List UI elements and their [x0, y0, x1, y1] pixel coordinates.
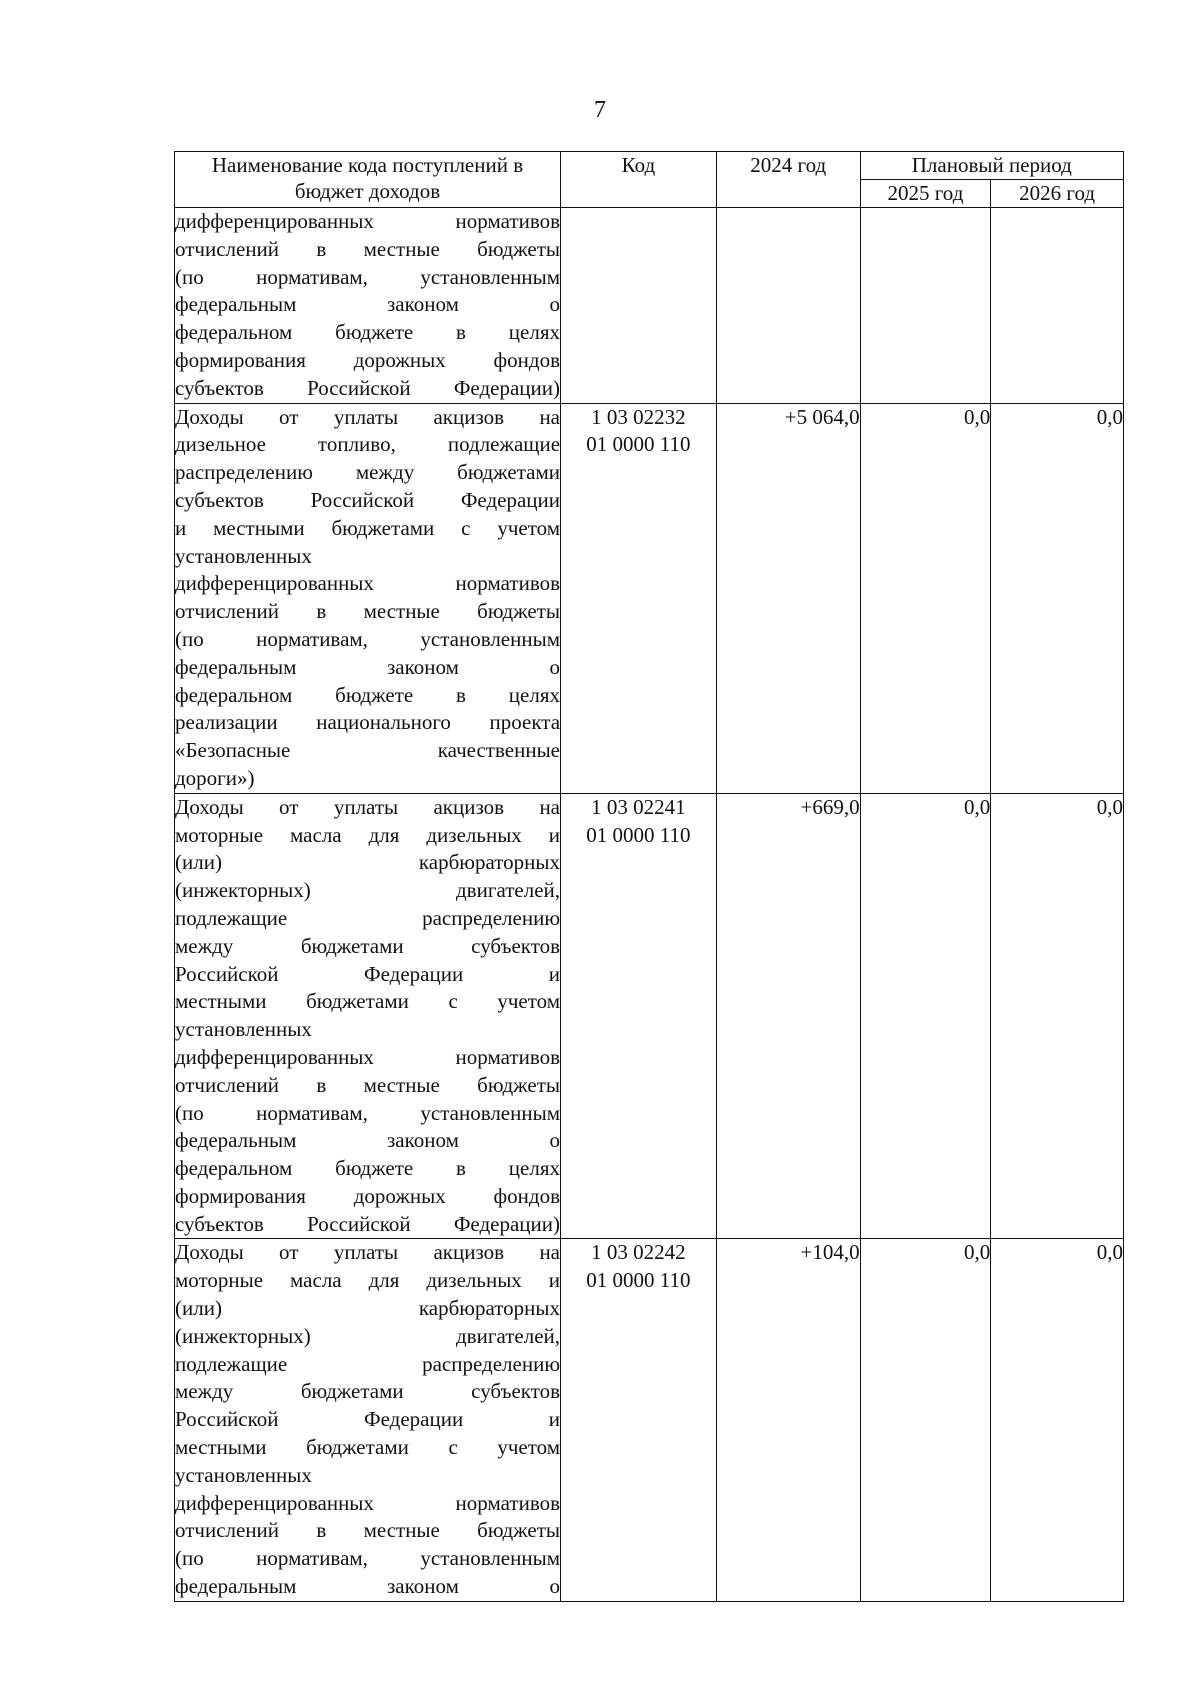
- income-name-line: субъектов Российской Федерации: [175, 487, 561, 512]
- table-body: [175, 208, 1124, 1602]
- income-name-line: федеральном бюджете в целях: [175, 682, 561, 707]
- value-2025-cell: 0,0: [860, 1239, 991, 1601]
- income-name-line: Российской Федерации и: [175, 961, 561, 986]
- income-name-line: отчислений в местные бюджеты: [175, 1518, 561, 1543]
- header-2025: 2025 год: [860, 180, 991, 208]
- table-row: [175, 793, 1124, 1239]
- income-name-line: формирования дорожных фондов: [175, 1183, 561, 1208]
- income-code-line: 1 03 02232: [591, 404, 686, 429]
- value-2024-cell: +5 064,0: [716, 403, 860, 793]
- value-2026-cell: 0,0: [991, 1239, 1124, 1601]
- income-name-line: (или) карбюраторных: [175, 850, 561, 875]
- value-2025-cell: 0,0: [860, 403, 991, 793]
- income-name-line: отчислений в местные бюджеты: [175, 599, 561, 624]
- income-name-line: установленных: [175, 1462, 312, 1487]
- header-name: Наименование кода поступлений в бюджет доходов: [175, 152, 561, 208]
- income-name-line: отчислений в местные бюджеты: [175, 236, 561, 261]
- page-number: 7: [594, 97, 606, 123]
- income-name-line: федеральным законом о: [175, 1574, 561, 1599]
- value-2024-cell: +669,0: [716, 793, 860, 1239]
- income-name-line: субъектов Российской Федерации): [175, 1211, 561, 1236]
- income-name-line: распределению между бюджетами: [175, 460, 561, 485]
- income-name-line: федеральным законом о: [175, 292, 561, 317]
- income-code-line: 1 03 02241: [591, 794, 686, 819]
- income-code-cell: [561, 793, 717, 1239]
- income-name-line: местными бюджетами с учетом: [175, 1435, 561, 1460]
- value-2025-cell: 0,0: [860, 793, 991, 1239]
- income-name-line: между бюджетами субъектов: [175, 933, 561, 958]
- income-name-cell: [175, 793, 561, 1239]
- income-code-line: 01 0000 110: [586, 1268, 691, 1293]
- income-name-line: федеральным законом о: [175, 654, 561, 679]
- income-name-line: (по нормативам, установленным: [175, 264, 561, 289]
- income-name-line: дифференцированных нормативов: [175, 1490, 561, 1515]
- header-planned-period: Плановый период: [860, 152, 1123, 180]
- income-name-line: между бюджетами субъектов: [175, 1379, 561, 1404]
- table-row: [175, 208, 1124, 404]
- header-2024: 2024 год: [716, 152, 860, 208]
- income-name-line: и местными бюджетами с учетом: [175, 515, 561, 540]
- income-name-line: моторные масла для дизельных и: [175, 822, 561, 847]
- income-name-line: федеральном бюджете в целях: [175, 320, 561, 345]
- income-code-line: 1 03 02242: [591, 1240, 686, 1265]
- header-code: Код: [561, 152, 717, 208]
- income-name-line: формирования дорожных фондов: [175, 347, 561, 372]
- income-name-line: моторные масла для дизельных и: [175, 1268, 561, 1293]
- value-2025-cell: [860, 208, 991, 404]
- value-2026-cell: [991, 208, 1124, 404]
- income-code-line: 01 0000 110: [586, 432, 691, 457]
- income-name-line: реализации национального проекта: [175, 710, 561, 735]
- income-code-cell: [561, 1239, 717, 1601]
- value-2024-cell: [716, 208, 860, 404]
- budget-income-table: [174, 151, 1124, 1602]
- income-code-cell: [561, 208, 717, 404]
- income-name-line: (по нормативам, установленным: [175, 1546, 561, 1571]
- income-name-line: установленных: [175, 543, 312, 568]
- income-name-line: подлежащие распределению: [175, 1351, 561, 1376]
- income-name-line: Российской Федерации и: [175, 1407, 561, 1432]
- income-name-cell: [175, 1239, 561, 1601]
- income-name-cell: [175, 403, 561, 793]
- income-name-line: федеральном бюджете в целях: [175, 1156, 561, 1181]
- income-name-line: (по нормативам, установленным: [175, 626, 561, 651]
- value-2026-cell: 0,0: [991, 793, 1124, 1239]
- income-name-line: федеральным законом о: [175, 1128, 561, 1153]
- income-name-line: дифференцированных нормативов: [175, 1044, 561, 1069]
- income-name-line: «Безопасные качественные: [175, 738, 561, 763]
- income-name-cell: [175, 208, 561, 404]
- income-name-line: (инжекторных) двигателей,: [175, 878, 561, 903]
- table-row: [175, 1239, 1124, 1601]
- income-name-line: отчислений в местные бюджеты: [175, 1072, 561, 1097]
- value-2026-cell: 0,0: [991, 403, 1124, 793]
- income-name-line: установленных: [175, 1017, 312, 1042]
- income-name-line: дизельное топливо, подлежащие: [175, 432, 561, 457]
- income-name-line: (или) карбюраторных: [175, 1296, 561, 1321]
- income-code-line: 01 0000 110: [586, 822, 691, 847]
- income-name-line: дороги»): [175, 765, 255, 790]
- income-name-line: дифференцированных нормативов: [175, 209, 561, 233]
- value-2024-cell: +104,0: [716, 1239, 860, 1601]
- income-name-line: (по нормативам, установленным: [175, 1100, 561, 1125]
- income-code-cell: [561, 403, 717, 793]
- income-name-line: субъектов Российской Федерации): [175, 375, 561, 400]
- income-name-line: местными бюджетами с учетом: [175, 989, 561, 1014]
- income-name-line: Доходы от уплаты акцизов на: [175, 404, 561, 429]
- income-name-line: (инжекторных) двигателей,: [175, 1323, 561, 1348]
- table-row: [175, 403, 1124, 793]
- header-2026: 2026 год: [991, 180, 1124, 208]
- income-name-line: Доходы от уплаты акцизов на: [175, 1240, 561, 1265]
- income-name-line: дифференцированных нормативов: [175, 571, 561, 596]
- income-name-line: подлежащие распределению: [175, 905, 561, 930]
- income-name-line: Доходы от уплаты акцизов на: [175, 794, 561, 819]
